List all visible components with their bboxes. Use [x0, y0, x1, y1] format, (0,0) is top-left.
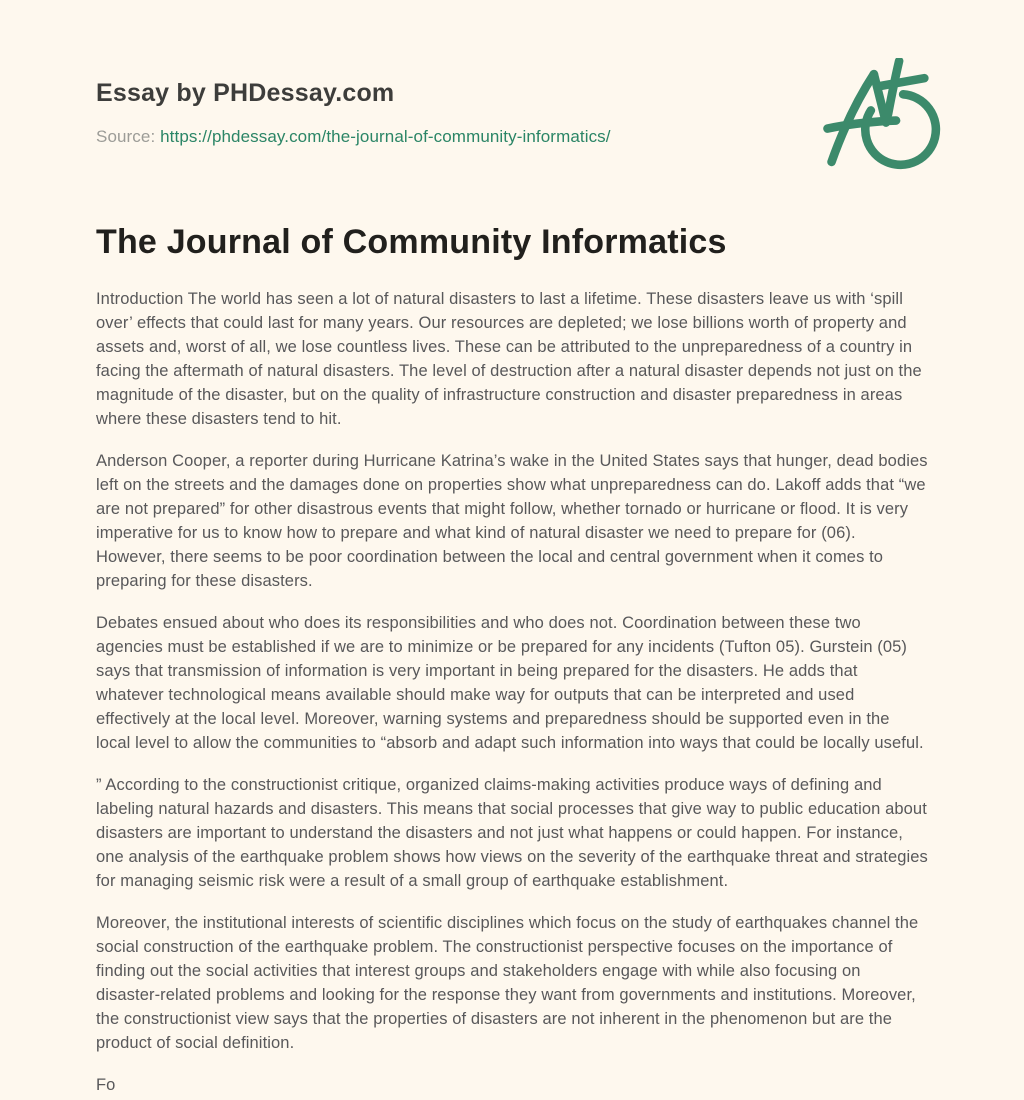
essay-paragraph: ” According to the constructionist critique, organized claims-making activities produce ways of defining and labeling natural hazards and disasters. This means that social processes that give way to public education about disasters are important to understand the disasters and not just what happens or could happen. For instance, one analysis of the earthquake problem shows how views on the severity of the earthquake threat and strategies for managing seismic risk were a result of a small group of earthquake establishment. — [96, 775, 928, 890]
source-label: Source: — [96, 127, 156, 146]
essay-paragraph: Anderson Cooper, a reporter during Hurricane Katrina’s wake in the United States says that hunger, dead bodies left on the streets and the damages done on properties show what unpreparedness can do. Lakoff adds that “we are not prepared” for other disastrous events that might follow, whether tornado or hurricane or flood. It is very imperative for us to know how to prepare and what kind of natural disaster we need to prepare for (06). However, there seems to be poor coordination between the local and central government when it comes to preparing for these disasters. — [96, 451, 928, 590]
essay-paragraph: Introduction The world has seen a lot of natural disasters to last a lifetime. These disasters leave us with ‘spill over’ effects that could last for many years. Our resources are depleted; we lose billions worth of property and assets and, worst of all, we lose countless lives. These can be attributed to the unpreparedness of a country in facing the aftermath of natural disasters. The level of destruction after a natural disaster depends not just on the magnitude of the disaster, but on the quality of infrastructure construction and disaster preparedness in areas where these disasters tend to hit. — [96, 289, 922, 428]
phdessay-a-plus-logo-icon — [820, 58, 952, 174]
source-url-link[interactable]: https://phdessay.com/the-journal-of-community-informatics/ — [160, 127, 611, 146]
essay-body — [96, 287, 928, 1097]
page-title: The Journal of Community Informatics — [96, 223, 727, 262]
page-header — [96, 78, 928, 148]
byline: Essay by PHDessay.com — [96, 79, 395, 107]
essay-paragraph: Moreover, the institutional interests of scientific disciplines which focus on the study of earthquakes channel the social construction of the earthquake problem. The constructionist perspective focuses on the importance of finding out the social activities that interest groups and stakeholders engage with while also focusing on disaster-related problems and looking for the response they want from governments and institutions. Moreover, the constructionist view says that the properties of disasters are not inherent in the phenomenon but are the product of social definition. — [96, 913, 919, 1052]
essay-paragraph-truncated: Fo — [96, 1075, 116, 1094]
source-line — [96, 126, 928, 148]
essay-paragraph: Debates ensued about who does its responsibilities and who does not. Coordination between these two agencies must be established if we are to minimize or be prepared for any incidents (Tufton 05). Gurstein (05) says that transmission of information is very important in being prepared for the disasters. He adds that whatever technological means available should make way for outputs that can be interpreted and used effectively at the local level. Moreover, warning systems and preparedness should be supported even in the local level to allow the communities to “absorb and adapt such information into ways that could be locally useful. — [96, 613, 924, 752]
